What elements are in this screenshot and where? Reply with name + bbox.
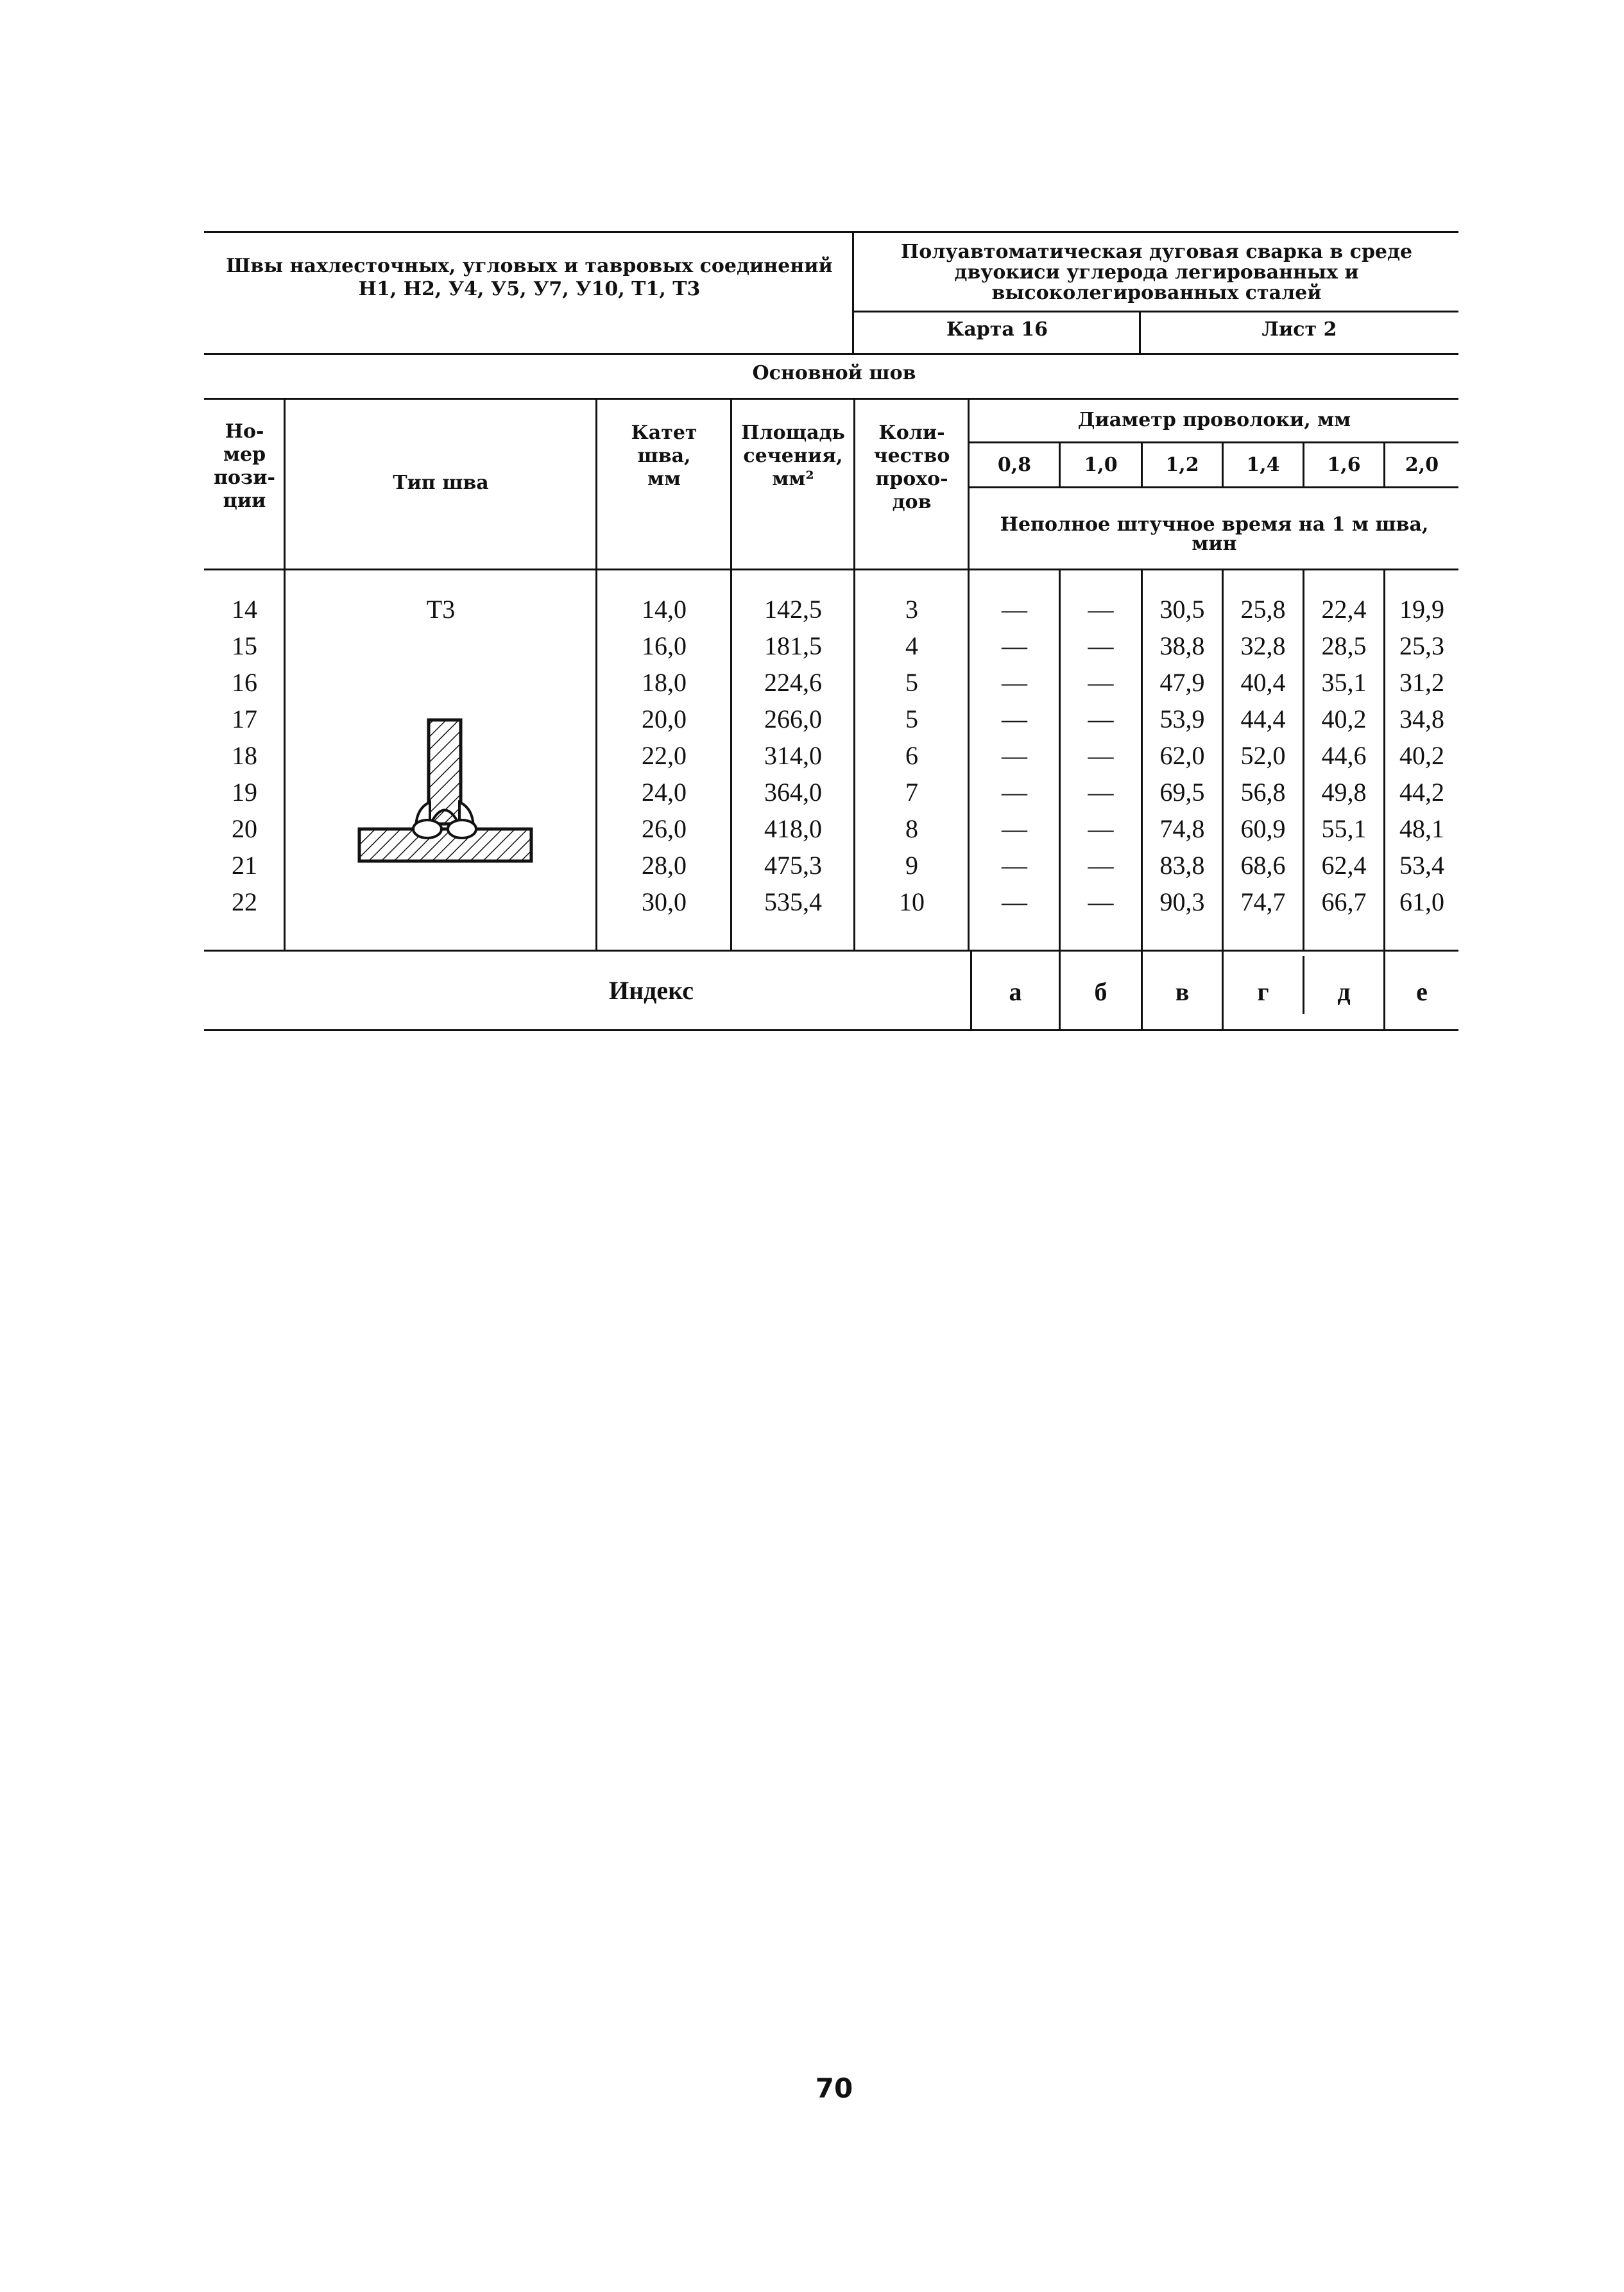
cell-time: 49,8 — [1321, 778, 1367, 807]
page-number: 70 — [815, 2073, 853, 2104]
col-line-3 — [730, 398, 732, 951]
col-header-position-l2: мер — [223, 443, 266, 466]
cell-time: 55,1 — [1321, 814, 1367, 843]
cell-time: 68,6 — [1240, 851, 1286, 880]
card-number: Карта 16 — [946, 318, 1048, 341]
diameter-08: 0,8 — [997, 454, 1032, 476]
index-g: г — [1257, 977, 1269, 1006]
cell-time: — — [1088, 631, 1114, 660]
col-header-passes-l2: чество — [873, 445, 950, 467]
col-header-passes-l4: дов — [892, 491, 932, 513]
table-body-bottom-rule — [204, 950, 1458, 952]
cell-time: 60,9 — [1240, 814, 1286, 843]
cell-leg: 30,0 — [642, 887, 687, 916]
cell-time: 35,1 — [1321, 668, 1367, 697]
cell-time: — — [1002, 741, 1027, 770]
cell-time: 30,5 — [1159, 595, 1205, 624]
cell-area: 314,0 — [764, 741, 822, 770]
sheet-number: Лист 2 — [1261, 318, 1337, 341]
cell-time: 19,9 — [1399, 595, 1444, 624]
col-header-passes-l1: Коли- — [878, 422, 945, 444]
cell-time: — — [1002, 705, 1027, 733]
cell-time: — — [1088, 595, 1114, 624]
seam-type-value: Т3 — [426, 595, 456, 624]
cell-leg: 22,0 — [642, 741, 687, 770]
diameter-20: 2,0 — [1405, 454, 1439, 476]
header-right-mid-rule — [853, 311, 1458, 312]
cell-time: 38,8 — [1159, 631, 1205, 660]
cell-time: 56,8 — [1240, 778, 1286, 807]
cell-time: 62,4 — [1321, 851, 1367, 880]
cell-time: 47,9 — [1159, 668, 1205, 697]
cell-area: 364,0 — [764, 778, 822, 807]
diameter-16: 1,6 — [1327, 454, 1361, 476]
cell-leg: 18,0 — [642, 668, 687, 697]
cell-passes: 6 — [905, 741, 918, 770]
cell-area: 475,3 — [764, 851, 822, 880]
cell-time: 61,0 — [1399, 887, 1444, 916]
index-a: а — [1009, 977, 1022, 1006]
cell-time: 32,8 — [1240, 631, 1286, 660]
header-right-title-line1: Полуавтоматическая дуговая сварка в среде — [900, 241, 1413, 263]
cell-time: 44,2 — [1399, 778, 1444, 807]
cell-time: 53,9 — [1159, 705, 1205, 733]
cell-time: — — [1088, 668, 1114, 697]
cell-time: 62,0 — [1159, 741, 1205, 770]
col-header-leg-l1: Катет — [631, 422, 697, 444]
col-header-position-l3: пози- — [214, 466, 275, 489]
cell-time: 40,4 — [1240, 668, 1286, 697]
col-header-leg — [598, 422, 730, 491]
cell-time: — — [1002, 814, 1027, 843]
cell-pos: 18 — [232, 741, 257, 770]
col-header-area-l1: Площадь — [741, 422, 845, 444]
cell-time: 83,8 — [1159, 851, 1205, 880]
cell-time: 40,2 — [1321, 705, 1367, 733]
diameter-10: 1,0 — [1084, 454, 1118, 476]
cell-time: — — [1002, 778, 1027, 807]
cell-time: 44,6 — [1321, 741, 1367, 770]
table-top-rule — [204, 398, 1458, 400]
col-header-area-l3: мм² — [772, 468, 814, 490]
cell-passes: 7 — [905, 778, 918, 807]
cell-leg: 28,0 — [642, 851, 687, 880]
header-left-title-line1: Швы нахлесточных, угловых и тавровых соединений — [226, 255, 833, 277]
col-header-position — [205, 420, 284, 513]
cell-time: — — [1002, 668, 1027, 697]
cell-pos: 21 — [232, 851, 257, 880]
col-header-passes — [856, 422, 968, 514]
cell-area: 142,5 — [764, 595, 822, 624]
cell-time: — — [1002, 887, 1027, 916]
table-header-bottom-rule — [204, 569, 1458, 570]
cell-time: — — [1088, 814, 1114, 843]
cell-pos: 17 — [232, 705, 257, 733]
diameter-14: 1,4 — [1246, 454, 1280, 476]
cell-time: 53,4 — [1399, 851, 1444, 880]
col-line-1 — [284, 398, 286, 951]
card-sheet-divider — [1139, 312, 1141, 354]
cell-time: 25,8 — [1240, 595, 1286, 624]
cell-passes: 4 — [905, 631, 918, 660]
col-header-seam-type: Тип шва — [393, 472, 489, 494]
cell-time: 74,7 — [1240, 887, 1286, 916]
header-left-title-line2: Н1, Н2, У4, У5, У7, У10, Т1, Т3 — [358, 278, 701, 300]
header-bottom-rule — [204, 353, 1458, 355]
cell-time: 44,4 — [1240, 705, 1286, 733]
cell-time: — — [1002, 595, 1027, 624]
section-title: Основной шов — [752, 362, 916, 384]
cell-passes: 8 — [905, 814, 918, 843]
cell-area: 535,4 — [764, 887, 822, 916]
cell-leg: 24,0 — [642, 778, 687, 807]
header-divider — [852, 231, 854, 354]
col-header-area — [733, 422, 853, 491]
cell-passes: 3 — [905, 595, 918, 624]
cell-time: 74,8 — [1159, 814, 1205, 843]
cell-time: — — [1088, 778, 1114, 807]
index-label: Индекс — [609, 976, 694, 1005]
cell-time: — — [1088, 705, 1114, 733]
cell-time: 22,4 — [1321, 595, 1367, 624]
col-line-4 — [853, 398, 855, 951]
index-b: б — [1094, 977, 1107, 1006]
cell-area: 181,5 — [764, 631, 822, 660]
cell-pos: 16 — [232, 668, 257, 697]
cell-time: 90,3 — [1159, 887, 1205, 916]
col-header-time-l1: Неполное штучное время на 1 м шва, — [1000, 513, 1429, 536]
cell-leg: 16,0 — [642, 631, 687, 660]
cell-time: 25,3 — [1399, 631, 1444, 660]
cell-pos: 20 — [232, 814, 257, 843]
col-header-position-l4: ции — [223, 490, 266, 512]
cell-passes: 10 — [899, 887, 925, 916]
diameter-12: 1,2 — [1165, 454, 1199, 476]
cell-area: 418,0 — [764, 814, 822, 843]
col-line-5 — [968, 398, 970, 951]
cell-time: — — [1002, 631, 1027, 660]
cell-time: — — [1088, 741, 1114, 770]
cell-time: — — [1002, 851, 1027, 880]
header-top-rule — [204, 231, 1458, 233]
col-header-area-l2: сечения, — [743, 445, 843, 467]
cell-area: 224,6 — [764, 668, 822, 697]
cell-time: — — [1088, 851, 1114, 880]
cell-leg: 20,0 — [642, 705, 687, 733]
header-right-title-line3: высоколегированных сталей — [991, 282, 1322, 304]
cell-time: 31,2 — [1399, 668, 1444, 697]
cell-time: 40,2 — [1399, 741, 1444, 770]
cell-area: 266,0 — [764, 705, 822, 733]
cell-pos: 14 — [232, 595, 257, 624]
index-v: в — [1175, 977, 1190, 1006]
cell-time: 34,8 — [1399, 705, 1444, 733]
cell-time: — — [1088, 887, 1114, 916]
cell-time: 48,1 — [1399, 814, 1444, 843]
col-header-position-l1: Но- — [225, 420, 264, 443]
cell-pos: 19 — [232, 778, 257, 807]
index-e: е — [1416, 977, 1428, 1006]
cell-leg: 14,0 — [642, 595, 687, 624]
cell-passes: 5 — [905, 705, 918, 733]
col-header-passes-l3: прохо- — [875, 468, 948, 490]
cell-pos: 22 — [232, 887, 257, 916]
col-header-wire-diameter: Диаметр проволоки, мм — [1077, 409, 1351, 431]
col-header-leg-l3: мм — [647, 468, 681, 490]
table-bottom-rule — [204, 1029, 1458, 1031]
index-d: д — [1337, 977, 1351, 1006]
t-joint-weld-diagram — [352, 712, 538, 873]
cell-time: 52,0 — [1240, 741, 1286, 770]
cell-time: 69,5 — [1159, 778, 1205, 807]
cell-leg: 26,0 — [642, 814, 687, 843]
header-right-title-line2: двуокиси углерода легированных и — [954, 261, 1359, 284]
cell-time: 66,7 — [1321, 887, 1367, 916]
cell-passes: 5 — [905, 668, 918, 697]
cell-time: 28,5 — [1321, 631, 1367, 660]
col-header-leg-l2: шва, — [637, 445, 691, 467]
cell-passes: 9 — [905, 851, 918, 880]
col-header-time-l2: мин — [1192, 533, 1237, 555]
col-line-2 — [595, 398, 597, 951]
cell-pos: 15 — [232, 631, 257, 660]
